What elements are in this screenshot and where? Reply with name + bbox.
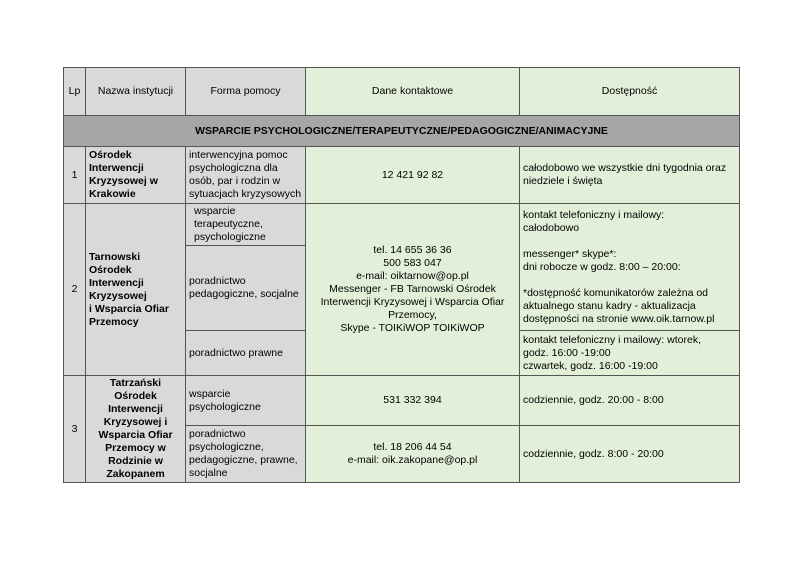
contact-details: tel. 18 206 44 54 e-mail: oik.zakopane@op.pl — [306, 426, 520, 483]
section-title-row — [64, 116, 740, 147]
row-number: 1 — [64, 147, 86, 204]
form-of-help: wsparcie psychologiczne — [186, 376, 306, 426]
table-row — [64, 147, 740, 204]
header-availability: Dostępność — [520, 68, 740, 116]
row-number: 3 — [64, 376, 86, 483]
help-institutions-table — [63, 67, 740, 483]
table-row — [64, 376, 740, 426]
availability: całodobowo we wszystkie dni tygodnia oraz niedziele i święta — [520, 147, 740, 204]
form-of-help: poradnictwo prawne — [186, 331, 306, 376]
form-of-help: interwencyjna pomoc psychologiczna dla osób, par i rodzin w sytuacjach kryzysowych — [186, 147, 306, 204]
availability-legal: kontakt telefoniczny i mailowy: wtorek, godz. 16:00 -19:00 czwartek, godz. 16:00 -19:00 — [520, 331, 740, 376]
contact-details: tel. 14 655 36 36 500 583 047 e-mail: oiktarnow@op.pl Messenger - FB Tarnowski Ośrodek Interwencji Kryzysowej i Wsparcia Ofiar Przemocy, Skype - TOIKiWOP TOIKiWOP — [306, 204, 520, 376]
header-lp: Lp — [64, 68, 86, 116]
institution-name: Tatrzański Ośrodek Interwencji Kryzysowej i Wsparcia Ofiar Przemocy w Rodzinie w Zakopanem — [86, 376, 186, 483]
institution-name: Ośrodek Interwencji Kryzysowej w Krakowie — [86, 147, 186, 204]
contact-details: 531 332 394 — [306, 376, 520, 426]
section-title: WSPARCIE PSYCHOLOGICZNE/TERAPEUTYCZNE/PEDAGOGICZNE/ANIMACYJNE — [64, 116, 740, 147]
row-number: 2 — [64, 204, 86, 376]
institution-name: Tarnowski Ośrodek Interwencji Kryzysowej i Wsparcia Ofiar Przemocy — [86, 204, 186, 376]
form-of-help: wsparcie terapeutyczne, psychologiczne — [186, 204, 306, 246]
header-contact-details: Dane kontaktowe — [306, 68, 520, 116]
table-header-row — [64, 68, 740, 116]
form-of-help: poradnictwo pedagogiczne, socjalne — [186, 246, 306, 331]
header-form-of-help: Forma pomocy — [186, 68, 306, 116]
header-institution-name: Nazwa instytucji — [86, 68, 186, 116]
table-row — [64, 204, 740, 246]
availability: kontakt telefoniczny i mailowy: całodobowo messenger* skype*: dni robocze w godz. 8:00 – 20:00: *dostępność komunikatorów zależna od aktualnego stanu kadry - aktualizacja dostępności na stronie www.oik.tarnow.pl — [520, 204, 740, 331]
form-of-help: poradnictwo psychologiczne, pedagogiczne, prawne, socjalne — [186, 426, 306, 483]
contact-details: 12 421 92 82 — [306, 147, 520, 204]
availability: codziennie, godz. 8:00 - 20:00 — [520, 426, 740, 483]
availability: codziennie, godz. 20:00 - 8:00 — [520, 376, 740, 426]
